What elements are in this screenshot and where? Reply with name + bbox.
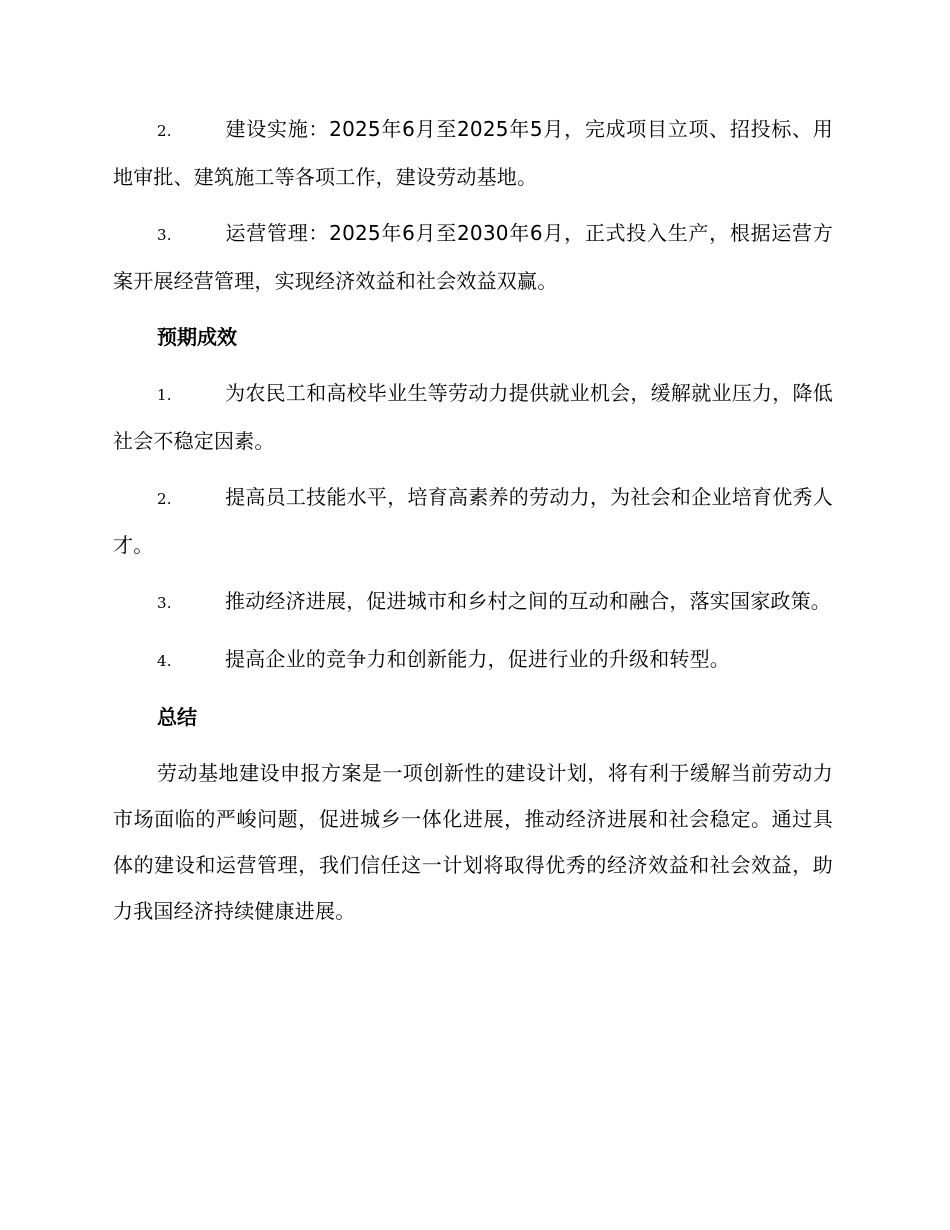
list-text: 提高员工技能水平，培育高素养的劳动力，为社会和企业培育优秀人才。 <box>113 485 833 557</box>
schedule-item-2 <box>113 106 833 200</box>
list-text: 为农民工和高校毕业生等劳动力提供就业机会，缓解就业压力，降低社会不稳定因素。 <box>113 381 833 453</box>
outcome-item-3 <box>113 578 833 626</box>
list-number: 3. <box>157 226 172 244</box>
document-content <box>113 106 833 944</box>
list-number: 4. <box>157 652 172 670</box>
list-text: 提高企业的竞争力和创新能力，促进行业的升级和转型。 <box>225 647 730 671</box>
list-text: 建设实施：2025年6月至2025年5月，完成项目立项、招投标、用地审批、建筑施工等各项工作，建设劳动基地。 <box>113 117 833 189</box>
schedule-item-3 <box>113 210 833 304</box>
list-number: 2. <box>157 490 172 508</box>
outcomes-heading: 预期成效 <box>157 325 237 349</box>
summary-heading: 总结 <box>157 705 197 729</box>
outcome-item-2 <box>113 474 833 568</box>
outcome-item-1 <box>113 370 833 464</box>
list-number: 1. <box>157 386 172 404</box>
list-text: 推动经济进展，促进城市和乡村之间的互动和融合，落实国家政策。 <box>225 589 831 613</box>
list-number: 2. <box>157 122 172 140</box>
outcome-item-4 <box>113 636 833 684</box>
summary-paragraph: 劳动基地建设申报方案是一项创新性的建设计划，将有利于缓解当前劳动力市场面临的严峻问题，促进城乡一体化进展，推动经济进展和社会稳定。通过具体的建设和运营管理，我们信任这一计划将取得优秀的经济效益和社会效益，助力我国经济持续健康进展。 <box>113 761 833 923</box>
list-text: 运营管理：2025年6月至2030年6月，正式投入生产，根据运营方案开展经营管理，实现经济效益和社会效益双赢。 <box>113 221 833 293</box>
list-number: 3. <box>157 594 172 612</box>
